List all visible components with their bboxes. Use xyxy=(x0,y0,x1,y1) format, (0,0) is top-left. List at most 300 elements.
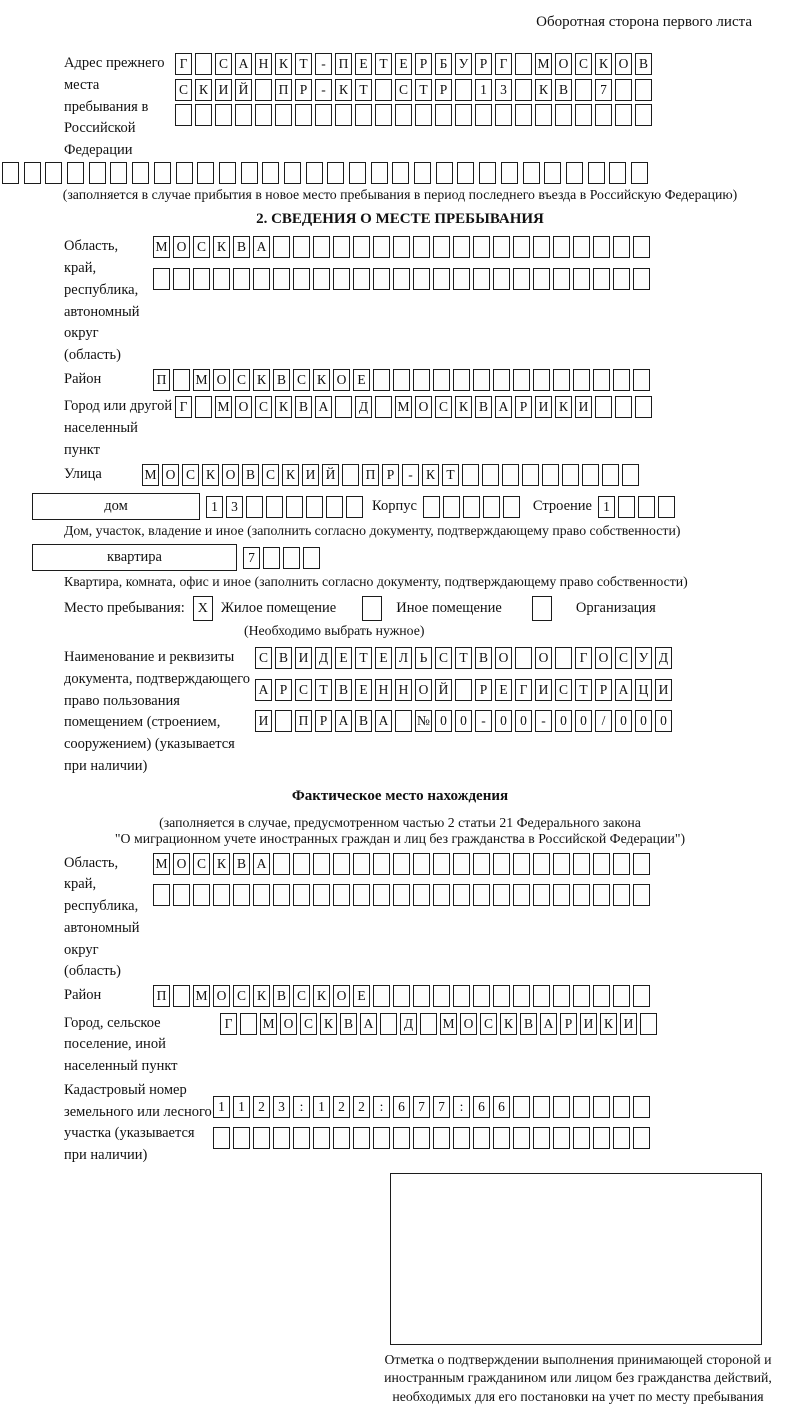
char-cell xyxy=(335,396,352,418)
char-cell: В xyxy=(335,679,352,701)
char-cell xyxy=(613,1096,630,1118)
char-cell xyxy=(327,162,344,184)
char-cell xyxy=(638,496,655,518)
char-cell xyxy=(615,396,632,418)
char-cell: С xyxy=(295,679,312,701)
stay-type-row xyxy=(64,596,800,621)
char-cell: М xyxy=(153,853,170,875)
region-label: Область, край, республика, автономный округ (область) xyxy=(64,238,140,363)
char-cell: Й xyxy=(322,464,339,486)
actual-city-field xyxy=(64,1013,800,1078)
char-cell: Р xyxy=(295,79,312,101)
char-cell xyxy=(493,884,510,906)
char-cell xyxy=(295,104,312,126)
char-cell xyxy=(173,268,190,290)
char-cell xyxy=(633,985,650,1007)
actual-region-field xyxy=(64,853,800,984)
char-cell: 1 xyxy=(313,1096,330,1118)
char-cell: 0 xyxy=(455,710,472,732)
char-cell: О xyxy=(595,647,612,669)
char-cell: Д xyxy=(655,647,672,669)
char-cell: О xyxy=(333,369,350,391)
char-cell: 7 xyxy=(243,547,260,569)
char-cell xyxy=(255,79,272,101)
actual-location-note-1: (заполняется в случае, предусмотренном частью 2 статьи 21 Федерального закона xyxy=(159,814,641,830)
char-cell xyxy=(375,104,392,126)
char-cell xyxy=(273,236,290,258)
char-cell xyxy=(473,236,490,258)
char-cell xyxy=(393,268,410,290)
char-cell: Р xyxy=(315,710,332,732)
char-cell xyxy=(533,985,550,1007)
char-cell xyxy=(373,1127,390,1149)
char-cell: Т xyxy=(355,79,372,101)
char-cell: К xyxy=(555,396,572,418)
char-cell: С xyxy=(435,647,452,669)
char-cell: К xyxy=(535,79,552,101)
char-cell xyxy=(262,162,279,184)
char-cell xyxy=(553,1096,570,1118)
char-cell: Д xyxy=(355,396,372,418)
char-cell xyxy=(333,236,350,258)
char-cell: Т xyxy=(355,647,372,669)
char-cell: С xyxy=(233,369,250,391)
char-cell xyxy=(553,884,570,906)
char-cell: К xyxy=(595,53,612,75)
char-cell xyxy=(553,853,570,875)
char-cell: И xyxy=(620,1013,637,1035)
char-cell xyxy=(436,162,453,184)
district-row xyxy=(153,369,653,391)
char-cell xyxy=(553,369,570,391)
prev-address-row-2 xyxy=(175,79,655,101)
char-cell: С xyxy=(480,1013,497,1035)
char-cell: П xyxy=(153,985,170,1007)
char-cell: С xyxy=(293,985,310,1007)
char-cell xyxy=(45,162,62,184)
char-cell: Б xyxy=(435,53,452,75)
cadastral-row-1 xyxy=(213,1096,653,1118)
char-cell xyxy=(173,985,190,1007)
char-cell xyxy=(349,162,366,184)
char-cell xyxy=(533,884,550,906)
char-cell xyxy=(293,853,310,875)
cadastral-field xyxy=(64,1080,800,1167)
char-cell: Е xyxy=(375,647,392,669)
char-cell: К xyxy=(195,79,212,101)
char-cell xyxy=(346,496,363,518)
document-row-2 xyxy=(255,679,675,701)
char-cell: Е xyxy=(353,985,370,1007)
char-cell: В xyxy=(273,985,290,1007)
char-cell: О xyxy=(173,236,190,258)
document-row-3 xyxy=(255,710,675,732)
char-cell xyxy=(555,647,572,669)
char-cell xyxy=(293,236,310,258)
char-cell xyxy=(373,884,390,906)
char-cell xyxy=(392,162,409,184)
char-cell: К xyxy=(600,1013,617,1035)
stay-type-checkbox-other xyxy=(362,596,382,621)
prev-address-note: (заполняется в случае прибытия в новое место пребывания в период последнего въезда в Российскую Федерацию) xyxy=(62,187,738,203)
char-cell xyxy=(635,396,652,418)
char-cell: Д xyxy=(400,1013,417,1035)
char-cell xyxy=(502,464,519,486)
char-cell xyxy=(213,884,230,906)
char-cell xyxy=(433,853,450,875)
char-cell xyxy=(633,236,650,258)
char-cell xyxy=(515,104,532,126)
char-cell xyxy=(154,162,171,184)
char-cell xyxy=(373,369,390,391)
char-cell: И xyxy=(535,679,552,701)
stay-type-checkbox-organization xyxy=(532,596,552,621)
char-cell xyxy=(453,985,470,1007)
char-cell: Г xyxy=(515,679,532,701)
stamp-area xyxy=(390,1173,762,1345)
char-cell: В xyxy=(233,236,250,258)
char-cell xyxy=(273,884,290,906)
char-cell xyxy=(193,268,210,290)
char-cell: А xyxy=(335,710,352,732)
char-cell: О xyxy=(213,985,230,1007)
char-cell: Г xyxy=(175,53,192,75)
char-cell xyxy=(246,496,263,518)
char-cell: И xyxy=(580,1013,597,1035)
char-cell xyxy=(197,162,214,184)
char-cell: С xyxy=(182,464,199,486)
char-cell xyxy=(433,236,450,258)
char-cell: О xyxy=(535,647,552,669)
char-cell: И xyxy=(295,647,312,669)
char-cell xyxy=(413,369,430,391)
char-cell xyxy=(562,464,579,486)
char-cell xyxy=(433,884,450,906)
char-cell xyxy=(553,236,570,258)
char-cell xyxy=(533,853,550,875)
char-cell xyxy=(335,104,352,126)
char-cell xyxy=(333,1127,350,1149)
actual-district-row xyxy=(153,985,653,1007)
char-cell: М xyxy=(260,1013,277,1035)
city-label: Город или другой населенный пункт xyxy=(64,398,173,458)
region-row-2 xyxy=(153,268,653,290)
char-cell: Е xyxy=(395,53,412,75)
char-cell: П xyxy=(362,464,379,486)
char-cell: 0 xyxy=(655,710,672,732)
char-cell: С xyxy=(615,647,632,669)
char-cell xyxy=(275,710,292,732)
char-cell xyxy=(602,464,619,486)
char-cell xyxy=(173,884,190,906)
char-cell: Р xyxy=(435,79,452,101)
char-cell: 2 xyxy=(353,1096,370,1118)
char-cell xyxy=(195,396,212,418)
char-cell xyxy=(413,236,430,258)
document-label: Наименование и реквизиты документа, подтверждающего право пользования помещением (строением, сооружением) (указывается при наличии) xyxy=(64,649,250,774)
char-cell xyxy=(544,162,561,184)
page-side-note: Оборотная сторона первого листа xyxy=(536,14,752,30)
char-cell xyxy=(375,79,392,101)
char-cell xyxy=(213,1127,230,1149)
char-cell: В xyxy=(520,1013,537,1035)
char-cell xyxy=(353,1127,370,1149)
char-cell: - xyxy=(402,464,419,486)
char-cell: С xyxy=(293,369,310,391)
char-cell xyxy=(420,1013,437,1035)
char-cell xyxy=(413,268,430,290)
char-cell: О xyxy=(415,396,432,418)
char-cell: С xyxy=(215,53,232,75)
char-cell xyxy=(455,679,472,701)
char-cell: - xyxy=(315,79,332,101)
char-cell xyxy=(513,369,530,391)
char-cell xyxy=(333,268,350,290)
char-cell xyxy=(313,236,330,258)
char-cell xyxy=(235,104,252,126)
char-cell: О xyxy=(555,53,572,75)
char-cell: Г xyxy=(220,1013,237,1035)
actual-region-row-1 xyxy=(153,853,653,875)
char-cell xyxy=(595,104,612,126)
char-cell xyxy=(263,547,280,569)
char-cell: К xyxy=(213,236,230,258)
actual-district-field xyxy=(64,985,800,1011)
char-cell xyxy=(513,1096,530,1118)
char-cell xyxy=(553,1127,570,1149)
char-cell xyxy=(313,853,330,875)
char-cell xyxy=(353,236,370,258)
char-cell: Т xyxy=(575,679,592,701)
char-cell xyxy=(515,79,532,101)
char-cell xyxy=(213,268,230,290)
char-cell xyxy=(413,1127,430,1149)
char-cell xyxy=(588,162,605,184)
char-cell: В xyxy=(340,1013,357,1035)
char-cell xyxy=(195,104,212,126)
char-cell xyxy=(613,1127,630,1149)
char-cell: Й xyxy=(435,679,452,701)
char-cell: Й xyxy=(235,79,252,101)
char-cell: К xyxy=(202,464,219,486)
char-cell xyxy=(176,162,193,184)
char-cell xyxy=(453,1127,470,1149)
char-cell xyxy=(513,268,530,290)
char-cell xyxy=(573,268,590,290)
char-cell xyxy=(473,853,490,875)
char-cell: К xyxy=(313,369,330,391)
char-cell xyxy=(313,1127,330,1149)
char-cell: 7 xyxy=(413,1096,430,1118)
char-cell xyxy=(593,268,610,290)
stay-type-option-other: Иное помещение xyxy=(396,599,502,616)
char-cell: В xyxy=(475,396,492,418)
char-cell xyxy=(493,1127,510,1149)
char-cell: 0 xyxy=(515,710,532,732)
prev-address-row-3 xyxy=(175,104,655,126)
char-cell: С xyxy=(300,1013,317,1035)
char-cell: К xyxy=(253,985,270,1007)
char-cell: С xyxy=(193,853,210,875)
char-cell: Е xyxy=(495,679,512,701)
char-cell xyxy=(433,268,450,290)
char-cell: Р xyxy=(415,53,432,75)
char-cell xyxy=(513,884,530,906)
char-cell: 0 xyxy=(555,710,572,732)
char-cell xyxy=(233,268,250,290)
char-cell xyxy=(253,884,270,906)
char-cell xyxy=(415,104,432,126)
char-cell xyxy=(195,53,212,75)
char-cell xyxy=(355,104,372,126)
char-cell: О xyxy=(213,369,230,391)
prev-address-row-1 xyxy=(175,53,655,75)
char-cell: А xyxy=(540,1013,557,1035)
char-cell xyxy=(413,853,430,875)
char-cell: И xyxy=(655,679,672,701)
char-cell xyxy=(633,853,650,875)
char-cell xyxy=(533,268,550,290)
char-cell: 1 xyxy=(598,496,615,518)
char-cell xyxy=(315,104,332,126)
char-cell: К xyxy=(275,396,292,418)
char-cell xyxy=(219,162,236,184)
char-cell xyxy=(535,104,552,126)
char-cell: - xyxy=(475,710,492,732)
char-cell xyxy=(313,884,330,906)
char-cell: А xyxy=(495,396,512,418)
char-cell xyxy=(515,647,532,669)
char-cell: Р xyxy=(475,679,492,701)
char-cell xyxy=(453,268,470,290)
char-cell: : xyxy=(373,1096,390,1118)
char-cell: О xyxy=(280,1013,297,1035)
char-cell xyxy=(473,369,490,391)
char-cell: 6 xyxy=(493,1096,510,1118)
char-cell: В xyxy=(475,647,492,669)
char-cell xyxy=(473,268,490,290)
char-cell xyxy=(413,985,430,1007)
char-cell xyxy=(373,268,390,290)
char-cell xyxy=(266,496,283,518)
char-cell xyxy=(253,1127,270,1149)
char-cell: В xyxy=(233,853,250,875)
char-cell xyxy=(89,162,106,184)
char-cell xyxy=(293,268,310,290)
char-cell: И xyxy=(215,79,232,101)
char-cell xyxy=(613,268,630,290)
char-cell xyxy=(273,268,290,290)
char-cell xyxy=(582,464,599,486)
char-cell: Е xyxy=(335,647,352,669)
char-cell: В xyxy=(295,396,312,418)
char-cell: С xyxy=(435,396,452,418)
char-cell xyxy=(633,1127,650,1149)
char-cell xyxy=(255,104,272,126)
char-cell xyxy=(493,853,510,875)
char-cell xyxy=(433,985,450,1007)
house-number-cells xyxy=(206,496,366,518)
char-cell xyxy=(555,104,572,126)
street-row xyxy=(142,464,642,486)
char-cell xyxy=(423,496,440,518)
city-row xyxy=(175,396,655,418)
char-cell xyxy=(453,853,470,875)
house-row xyxy=(32,493,800,520)
street-field xyxy=(64,464,800,490)
char-cell xyxy=(542,464,559,486)
char-cell xyxy=(615,79,632,101)
char-cell xyxy=(635,104,652,126)
char-cell: Е xyxy=(355,679,372,701)
char-cell: Е xyxy=(353,369,370,391)
char-cell xyxy=(153,884,170,906)
char-cell xyxy=(633,1096,650,1118)
char-cell: М xyxy=(153,236,170,258)
char-cell xyxy=(593,853,610,875)
char-cell xyxy=(593,1127,610,1149)
char-cell: Н xyxy=(255,53,272,75)
char-cell: Т xyxy=(295,53,312,75)
char-cell xyxy=(67,162,84,184)
prev-address-row-4 xyxy=(2,162,800,184)
char-cell: В xyxy=(635,53,652,75)
char-cell: С xyxy=(262,464,279,486)
char-cell xyxy=(393,884,410,906)
char-cell xyxy=(371,162,388,184)
char-cell xyxy=(553,268,570,290)
prev-address-label: Адрес прежнего места пребывания в Российской Федерации xyxy=(64,55,165,158)
char-cell: У xyxy=(455,53,472,75)
char-cell: : xyxy=(453,1096,470,1118)
char-cell xyxy=(573,1127,590,1149)
char-cell xyxy=(633,268,650,290)
char-cell: К xyxy=(275,53,292,75)
char-cell xyxy=(631,162,648,184)
char-cell: А xyxy=(360,1013,377,1035)
char-cell: П xyxy=(275,79,292,101)
char-cell xyxy=(2,162,19,184)
char-cell xyxy=(613,884,630,906)
char-cell: Л xyxy=(395,647,412,669)
section2-title: 2. СВЕДЕНИЯ О МЕСТЕ ПРЕБЫВАНИЯ xyxy=(256,211,544,228)
char-cell xyxy=(595,396,612,418)
char-cell xyxy=(658,496,675,518)
char-cell xyxy=(593,985,610,1007)
char-cell: В xyxy=(355,710,372,732)
char-cell xyxy=(393,1127,410,1149)
char-cell: 3 xyxy=(495,79,512,101)
char-cell: Д xyxy=(315,647,332,669)
char-cell xyxy=(493,985,510,1007)
actual-location-note-2: "О миграционном учете иностранных граждан и лиц без гражданства в Российской Федерации") xyxy=(114,830,686,846)
char-cell xyxy=(233,1127,250,1149)
char-cell xyxy=(326,496,343,518)
char-cell: Е xyxy=(355,53,372,75)
char-cell xyxy=(573,853,590,875)
char-cell xyxy=(414,162,431,184)
char-cell: И xyxy=(255,710,272,732)
char-cell: О xyxy=(173,853,190,875)
char-cell xyxy=(240,1013,257,1035)
char-cell: Г xyxy=(495,53,512,75)
char-cell xyxy=(353,268,370,290)
char-cell xyxy=(393,985,410,1007)
korpus-cells xyxy=(423,496,523,518)
char-cell: О xyxy=(415,679,432,701)
char-cell: Р xyxy=(560,1013,577,1035)
char-cell xyxy=(593,884,610,906)
